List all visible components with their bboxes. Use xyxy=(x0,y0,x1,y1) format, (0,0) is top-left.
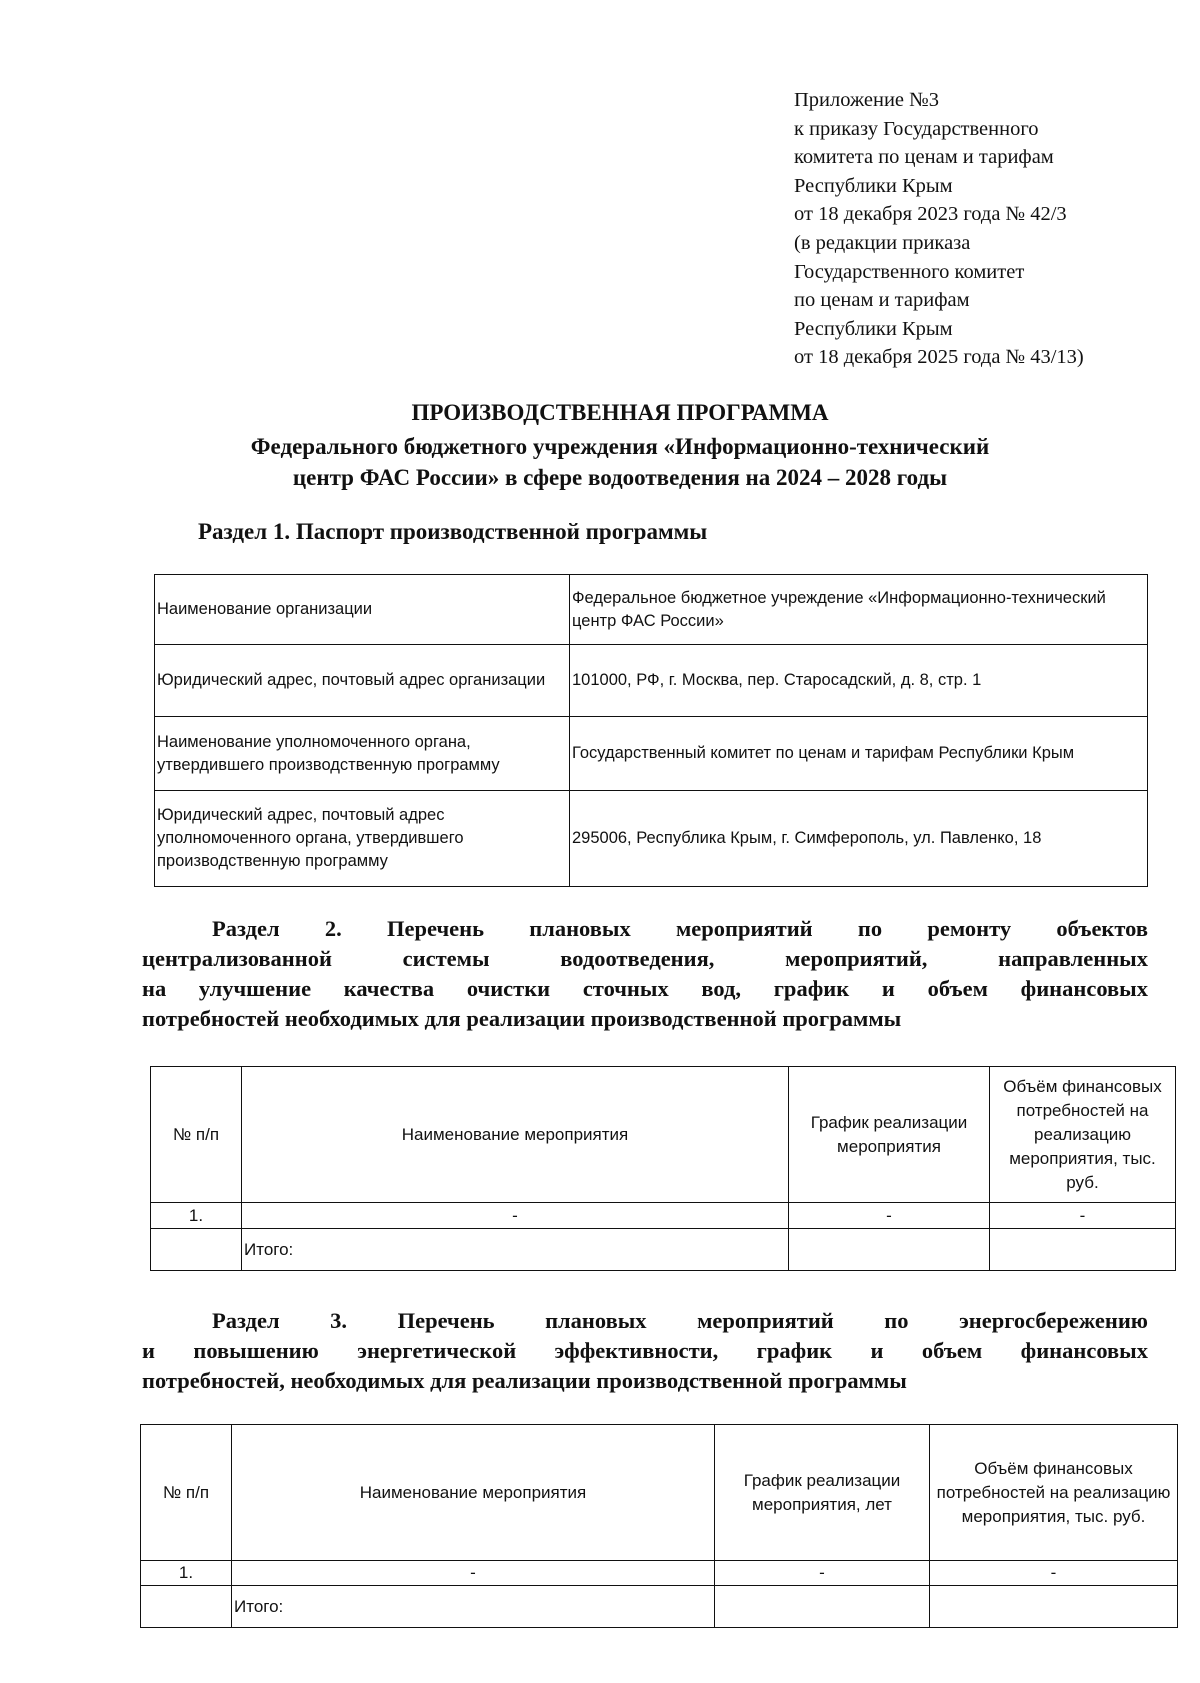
cell-number: 1. xyxy=(151,1203,242,1229)
table-total-row xyxy=(141,1586,1178,1628)
appendix-line: от 18 декабря 2025 года № 43/13) xyxy=(794,346,1084,369)
passport-label: Юридический адрес, почтовый адрес уполномоченного органа, утвердившего производственную программу xyxy=(155,791,570,887)
cell-financial-needs: - xyxy=(990,1203,1176,1229)
header-schedule: График реализации мероприятия xyxy=(789,1067,990,1203)
section2-heading-line: Раздел 2. Перечень плановых мероприятий по ремонту объектов xyxy=(212,916,1148,941)
appendix-line: Республики Крым xyxy=(794,174,953,197)
appendix-line: к приказу Государственного xyxy=(794,117,1039,140)
passport-table xyxy=(154,574,1148,887)
passport-value: 101000, РФ, г. Москва, пер. Старосадский, д. 8, стр. 1 xyxy=(570,645,1148,717)
document-title: ПРОИЗВОДСТВЕННАЯ ПРОГРАММА xyxy=(411,400,829,425)
table-row xyxy=(141,1561,1178,1586)
appendix-line: по ценам и тарифам xyxy=(794,289,970,312)
cell-empty xyxy=(151,1229,242,1271)
passport-value: Федеральное бюджетное учреждение «Информационно-технический центр ФАС России» xyxy=(570,575,1148,645)
table-row xyxy=(151,1203,1176,1229)
total-label: Итого: xyxy=(232,1586,715,1628)
header-schedule: График реализации мероприятия, лет xyxy=(715,1425,930,1561)
section3-table xyxy=(140,1424,1178,1628)
cell-empty xyxy=(715,1586,930,1628)
header-activity-name: Наименование мероприятия xyxy=(232,1425,715,1561)
appendix-line: Республики Крым xyxy=(794,317,953,340)
appendix-block xyxy=(794,86,1174,372)
cell-empty xyxy=(789,1229,990,1271)
cell-empty xyxy=(141,1586,232,1628)
header-activity-name: Наименование мероприятия xyxy=(242,1067,789,1203)
appendix-line: (в редакции приказа xyxy=(794,231,971,254)
passport-value: Государственный комитет по ценам и тарифам Республики Крым xyxy=(570,717,1148,791)
section2-heading-line: централизованной системы водоотведения, мероприятий, направленных xyxy=(142,946,1148,971)
table-row xyxy=(155,791,1148,887)
section3-heading-line: и повышению энергетической эффективности, график и объем финансовых xyxy=(142,1338,1148,1363)
appendix-line: Приложение №3 xyxy=(794,89,939,111)
cell-financial-needs: - xyxy=(930,1561,1178,1586)
cell-schedule: - xyxy=(789,1203,990,1229)
total-label: Итого: xyxy=(242,1229,789,1271)
table-row xyxy=(155,717,1148,791)
section3-heading xyxy=(142,1306,1148,1396)
appendix-line: Государственного комитет xyxy=(794,260,1025,283)
passport-label: Наименование организации xyxy=(155,575,570,645)
section2-heading-line: потребностей необходимых для реализации производственной программы xyxy=(142,1006,902,1031)
section2-heading xyxy=(142,914,1148,1034)
header-financial-needs: Объём финансовых потребностей на реализацию мероприятия, тыс. руб. xyxy=(930,1425,1178,1561)
passport-value: 295006, Республика Крым, г. Симферополь, ул. Павленко, 18 xyxy=(570,791,1148,887)
table-row xyxy=(155,575,1148,645)
section2-heading-line: на улучшение качества очистки сточных вод, график и объем финансовых xyxy=(142,976,1148,1001)
section1-heading: Раздел 1. Паспорт производственной программы xyxy=(198,519,708,544)
cell-number: 1. xyxy=(141,1561,232,1586)
section2-table xyxy=(150,1066,1176,1271)
header-number: № п/п xyxy=(151,1067,242,1203)
cell-schedule: - xyxy=(715,1561,930,1586)
document-subtitle-line2: центр ФАС России» в сфере водоотведения на 2024 – 2028 годы xyxy=(292,465,948,490)
cell-empty xyxy=(990,1229,1176,1271)
passport-label: Наименование уполномоченного органа, утвердившего производственную программу xyxy=(155,717,570,791)
header-financial-needs: Объём финансовых потребностей на реализацию мероприятия, тыс. руб. xyxy=(990,1067,1176,1203)
header-number: № п/п xyxy=(141,1425,232,1561)
passport-label: Юридический адрес, почтовый адрес организации xyxy=(155,645,570,717)
appendix-line: от 18 декабря 2023 года № 42/3 xyxy=(794,203,1067,226)
table-row xyxy=(155,645,1148,717)
document-subtitle-line1: Федерального бюджетного учреждения «Информационно-технический xyxy=(250,434,990,459)
cell-empty xyxy=(930,1586,1178,1628)
appendix-line: комитета по ценам и тарифам xyxy=(794,146,1054,169)
cell-activity-name: - xyxy=(242,1203,789,1229)
table-header-row xyxy=(151,1067,1176,1203)
section3-heading-line: Раздел 3. Перечень плановых мероприятий по энергосбережению xyxy=(212,1308,1148,1333)
section3-heading-line: потребностей, необходимых для реализации производственной программы xyxy=(142,1368,907,1393)
table-header-row xyxy=(141,1425,1178,1561)
cell-activity-name: - xyxy=(232,1561,715,1586)
table-total-row xyxy=(151,1229,1176,1271)
